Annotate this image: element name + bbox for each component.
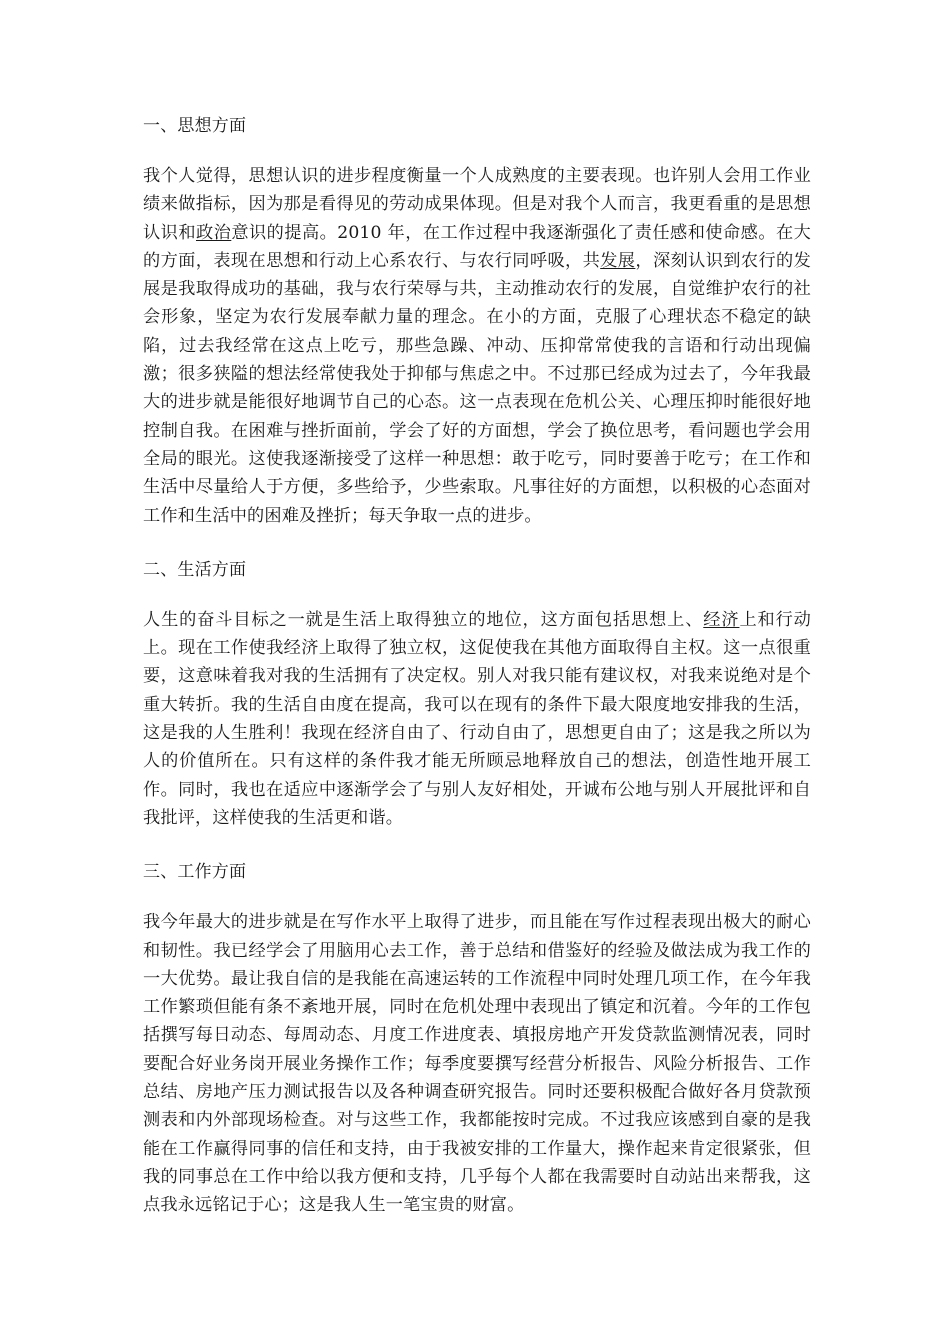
section-paragraph-3 [143,908,811,1219]
inline-link[interactable]: 经济 [703,609,740,630]
inline-link[interactable]: 政治 [195,222,232,243]
text-run: 意识的提高。2010 年，在工作过程中我逐渐强化了责任感和使命感。在大的方面，表现在思想和行动上心系农行、与农行同呼吸，共 [143,222,811,271]
text-run: 我今年最大的进步就是在写作水平上取得了进步，而且能在写作过程表现出极大的耐心和韧性。我已经学会了用脑用心去工作，善于总结和借鉴好的经验及做法成为我工作的一大优势。最让我自信的是我能在高速运转的工作流程中同时处理几项工作，在今年我工作繁琐但能有条不紊地开展，同时在危机处理中表现出了镇定和沉着。今年的工作包括撰写每日动态、每周动态、月度工作进度表、填报房地产开发贷款监测情况表，同时要配合好业务岗开展业务操作工作；每季度要撰写经营分析报告、风险分析报告、工作总结、房地产压力测试报告以及各种调查研究报告。同时还要积极配合做好各月贷款预测表和内外部现场检查。对与这些工作，我都能按时完成。不过我应该感到自豪的是我能在工作赢得同事的信任和支持，由于我被安排的工作量大，操作起来肯定很紧张，但我的同事总在工作中给以我方便和支持，几乎每个人都在我需要时自动站出来帮我，这点我永远铭记于心；这是我人生一笔宝贵的财富。 [143,912,811,1216]
section-heading-3: 三、工作方面 [143,862,247,883]
text-run: 上和行动上。现在工作使我经济上取得了独立权，这促使我在其他方面取得自主权。这一点很重要，这意味着我对我的生活拥有了决定权。别人对我只能有建议权，对我来说绝对是个重大转折。我的生活自由度在提高，我可以在现有的条件下最大限度地安排我的生活，这是我的人生胜利！我现在经济自由了、行动自由了，思想更自由了；这是我之所以为人的价值所在。只有这样的条件我才能无所顾忌地释放自己的想法，创造性地开展工作。同时，我也在适应中逐渐学会了与别人友好相处，开诚布公地与别人开展批评和自我批评，这样使我的生活更和谐。 [143,609,811,828]
section-heading-1: 一、思想方面 [143,116,247,136]
section-paragraph-1 [143,162,811,530]
document-body [143,112,811,1220]
text-run: 我个人觉得，思想认识的进步程度衡量一个人成熟度的主要表现。也许别人会用工作业绩来做指标，因为那是看得见的劳动成果体现。但是对我个人而言，我更看重的是思想认识和 [143,166,811,243]
inline-link[interactable]: 发展 [600,250,636,271]
section-paragraph-2 [143,606,811,832]
section-heading-2: 二、生活方面 [143,559,247,580]
text-run: 人生的奋斗目标之一就是生活上取得独立的地位，这方面包括思想上、 [143,609,704,630]
text-run: ，深刻认识到农行的发展是我取得成功的基础，我与农行荣辱与共，主动推动农行的发展，自觉维护农行的社会形象，坚定为农行发展奉献力量的理念。在小的方面，克服了心理状态不稳定的缺陷，过去我经常在这点上吃亏，那些急躁、冲动、压抑常常使我的言语和行动出现偏激；很多狭隘的想法经常使我处于抑郁与焦虑之中。不过那已经成为过去了，今年我最大的进步就是能很好地调节自己的心态。这一点表现在危机公关、心理压抑时能很好地控制自我。在困难与挫折面前，学会了好的方面想，学会了换位思考，看问题也学会用全局的眼光。这使我逐渐接受了这样一种思想：敢于吃亏，同时要善于吃亏；在工作和生活中尽量给人于方便，多些给予，少些索取。凡事往好的方面想，以积极的心态面对工作和生活中的困难及挫折；每天争取一点的进步。 [143,250,811,526]
